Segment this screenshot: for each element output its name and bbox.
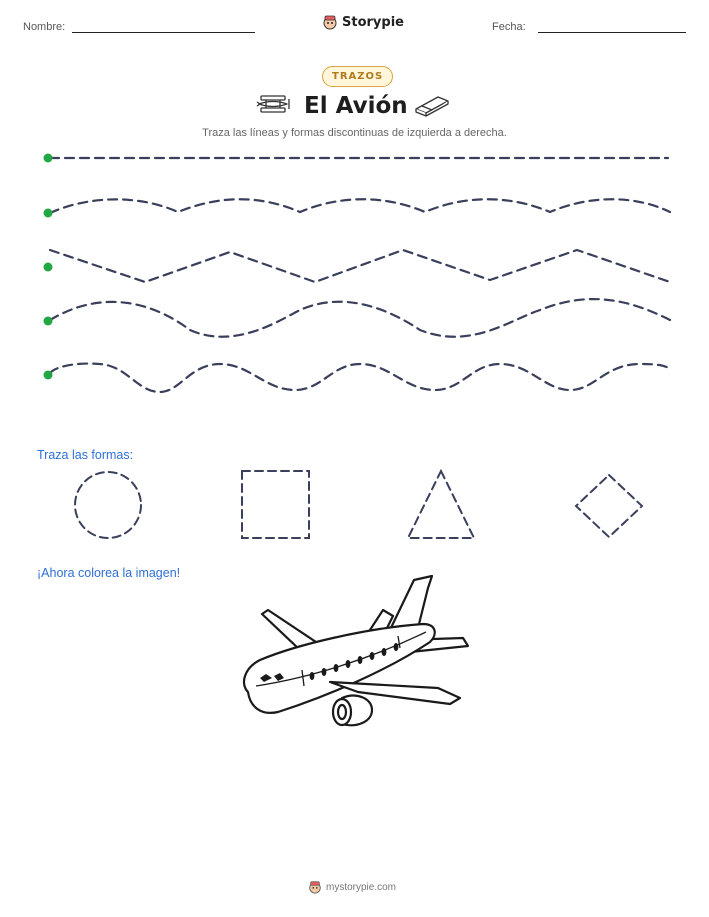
tracing-lines [0,140,709,400]
name-label: Nombre: [23,21,66,33]
tracing-line-zigzag[interactable] [50,250,670,282]
shape-diamond[interactable] [576,475,642,537]
eraser-icon [412,93,452,117]
tracing-line-bumps[interactable] [50,364,670,392]
start-dot [44,209,53,218]
start-dot [44,317,53,326]
date-write-line[interactable] [538,32,686,33]
shapes-section-label: Traza las formas: [37,448,134,462]
airplane-icon[interactable] [238,574,470,734]
start-dot [44,371,53,380]
tracing-shapes [0,462,709,547]
page-title: El Avión [304,93,408,119]
shape-triangle[interactable] [408,471,474,538]
footer [308,880,396,894]
start-dot [44,263,53,272]
shape-square[interactable] [242,471,309,538]
tracing-line-wave[interactable] [50,199,670,213]
tracing-line-wave-2[interactable] [50,299,670,337]
footer-url[interactable]: mystorypie.com [326,881,397,893]
brand-name: Storypie [342,14,404,30]
instruction-text: Traza las líneas y formas discontinuas de izquierda a derecha. [202,127,507,139]
biplane-icon [255,90,293,120]
storypie-mascot-icon [308,880,322,894]
category-badge: TRAZOS [322,66,393,87]
storypie-mascot-icon [322,14,338,30]
brand-logo [322,14,404,30]
shape-circle[interactable] [75,472,141,538]
date-label: Fecha: [492,21,526,33]
name-write-line[interactable] [72,32,255,33]
start-dot [44,154,53,163]
coloring-section-label: ¡Ahora colorea la imagen! [37,566,181,580]
